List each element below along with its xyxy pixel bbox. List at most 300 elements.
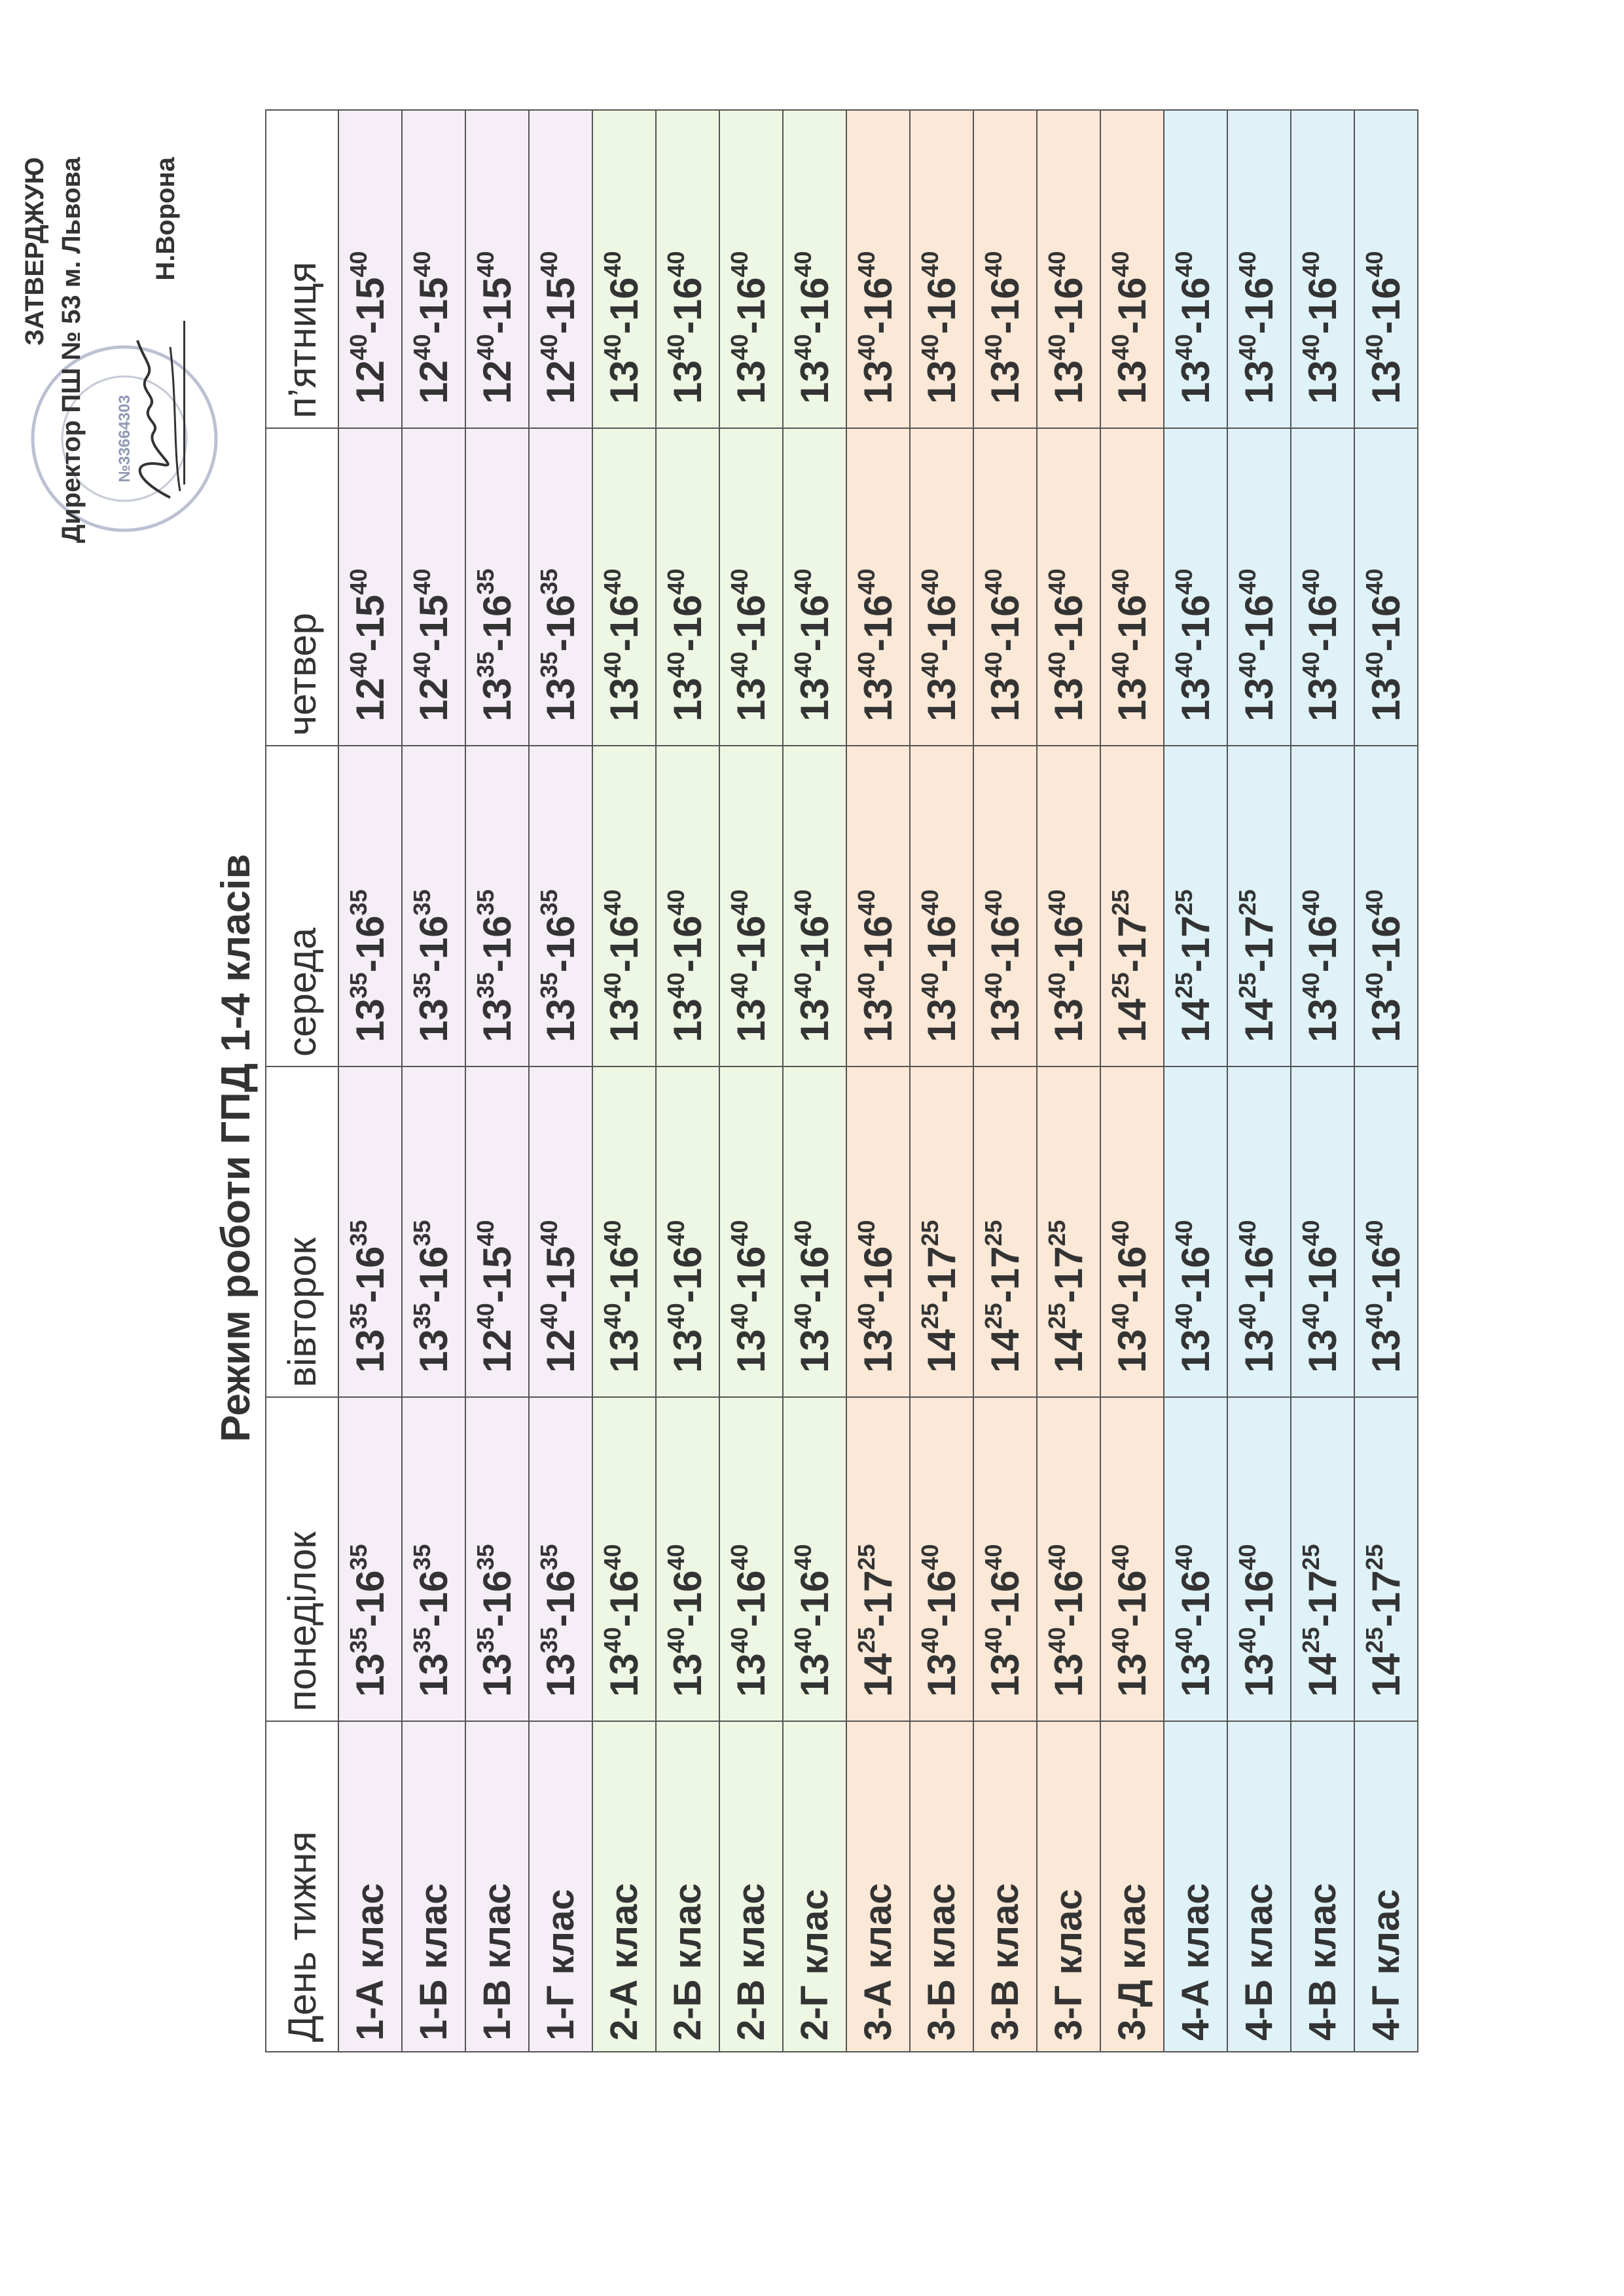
approval-signatory: Н.Ворона [151,157,180,281]
start-hour: 13 [1364,998,1408,1042]
table-row [402,110,465,2052]
start-hour: 13 [1174,678,1218,721]
end-hour: 16 [348,1570,392,1614]
end-hour: 16 [729,594,773,639]
start-minute: 35 [472,1627,499,1654]
time-cell: $13^{40}-16^{40}$ [592,746,656,1066]
table-row [1037,110,1100,2052]
start-minute: 40 [1234,334,1261,361]
start-minute: 40 [1234,651,1261,678]
end-hour: 16 [1047,277,1091,321]
time-cell: $12^{40}-15^{40}$ [465,1066,529,1397]
start-minute: 40 [1107,651,1134,678]
end-minute: 40 [662,889,689,916]
end-hour: 16 [666,1570,710,1614]
schedule-body [338,110,1418,2052]
time-cell: $13^{40}-16^{40}$ [1164,110,1227,428]
start-hour: 13 [1047,1653,1091,1697]
end-hour: 16 [602,1246,646,1290]
end-hour: 16 [983,594,1027,639]
start-minute: 40 [1043,651,1070,678]
start-hour: 13 [793,1653,837,1697]
time-cell: $13^{35}-16^{35}$ [338,746,402,1066]
start-hour: 14 [1174,998,1218,1042]
end-hour: 16 [920,277,964,321]
end-hour: 16 [729,277,773,321]
start-minute: 25 [1107,972,1134,999]
end-hour: 16 [666,1246,710,1290]
end-minute: 40 [789,1544,816,1571]
end-minute: 40 [853,251,880,278]
start-hour: 13 [983,998,1027,1042]
end-hour: 16 [602,277,646,321]
table-row [973,110,1037,2052]
start-hour: 13 [1174,360,1218,404]
end-hour: 16 [920,915,964,960]
end-hour: 16 [729,1570,773,1614]
start-hour: 13 [1047,998,1091,1042]
class-name-cell: 1-В клас [465,1721,529,2052]
end-hour: 16 [856,915,900,960]
start-minute: 40 [1361,972,1388,999]
class-name-cell: 2-Г клас [783,1721,846,2052]
time-cell: $14^{25}-17^{25}$ [910,1066,973,1397]
start-minute: 40 [980,651,1007,678]
start-hour: 14 [856,1653,900,1697]
time-cell: $13^{40}-16^{40}$ [846,110,910,428]
time-cell: $13^{40}-16^{40}$ [1227,1066,1291,1397]
time-cell: $13^{40}-16^{40}$ [1354,1066,1418,1397]
end-minute: 40 [726,251,753,278]
end-hour: 16 [1174,277,1218,321]
start-minute: 40 [726,1627,753,1654]
end-minute: 35 [535,1544,562,1571]
time-cell: $13^{40}-16^{40}$ [656,110,719,428]
start-minute: 40 [980,972,1007,999]
time-cell: $13^{40}-16^{40}$ [1037,428,1100,746]
end-hour: 16 [1110,277,1154,321]
end-minute: 40 [1107,568,1134,595]
start-minute: 35 [472,972,499,999]
time-cell: $14^{25}-17^{25}$ [846,1397,910,1721]
time-cell: $14^{25}-17^{25}$ [1100,746,1164,1066]
start-hour: 13 [856,1329,900,1373]
start-minute: 25 [1043,1303,1070,1330]
end-minute: 25 [980,1220,1007,1247]
time-cell: $13^{40}-16^{40}$ [656,428,719,746]
time-cell: $13^{40}-16^{40}$ [1100,1397,1164,1721]
end-hour: 16 [539,594,583,639]
start-minute: 35 [535,651,562,678]
end-minute: 40 [662,568,689,595]
time-cell: $13^{35}-16^{35}$ [402,1397,465,1721]
time-cell: $13^{40}-16^{40}$ [719,428,783,746]
time-cell: $14^{25}-17^{25}$ [1037,1066,1100,1397]
start-minute: 40 [916,1627,943,1654]
start-minute: 40 [1043,1627,1070,1654]
table-row [846,110,910,2052]
end-minute: 40 [916,251,943,278]
end-minute: 40 [662,1220,689,1247]
time-cell: $14^{25}-17^{25}$ [1354,1397,1418,1721]
time-cell: $13^{40}-16^{40}$ [1291,428,1354,746]
end-hour: 16 [729,1246,773,1290]
time-cell: $14^{25}-17^{25}$ [1164,746,1227,1066]
end-minute: 40 [472,251,499,278]
time-cell: $13^{40}-16^{40}$ [846,428,910,746]
end-minute: 40 [1361,1220,1388,1247]
end-hour: 16 [983,277,1027,321]
end-hour: 15 [539,1246,583,1290]
start-minute: 40 [726,334,753,361]
end-hour: 16 [475,594,519,639]
start-hour: 13 [1110,678,1154,721]
time-cell: $13^{40}-16^{40}$ [1100,428,1164,746]
end-minute: 40 [1043,889,1070,916]
end-hour: 16 [1110,1246,1154,1290]
start-minute: 40 [853,1303,880,1330]
time-cell: $12^{40}-15^{40}$ [465,110,529,428]
start-minute: 40 [789,1303,816,1330]
end-minute: 40 [1043,1544,1070,1571]
end-minute: 40 [599,889,626,916]
start-minute: 35 [345,1627,372,1654]
end-minute: 40 [980,889,1007,916]
time-cell: $13^{35}-16^{35}$ [465,1397,529,1721]
page-title: Режим роботи ГПД 1-4 класів [213,854,259,1442]
end-minute: 40 [726,1544,753,1571]
time-cell: $13^{40}-16^{40}$ [910,110,973,428]
end-hour: 16 [412,1246,456,1290]
start-minute: 40 [726,972,753,999]
class-name-cell: 4-В клас [1291,1721,1354,2052]
signature [118,334,190,504]
time-cell: $13^{40}-16^{40}$ [592,428,656,746]
start-hour: 13 [793,678,837,721]
end-minute: 40 [1234,1220,1261,1247]
end-minute: 40 [726,568,753,595]
end-minute: 40 [853,568,880,595]
start-minute: 40 [789,334,816,361]
start-hour: 12 [539,1329,583,1373]
start-hour: 13 [666,360,710,404]
end-minute: 40 [535,1220,562,1247]
start-hour: 13 [1301,1329,1344,1373]
end-minute: 40 [980,1544,1007,1571]
end-minute: 40 [1297,1220,1324,1247]
end-minute: 40 [662,1544,689,1571]
class-name-cell: 1-Г клас [529,1721,592,2052]
start-hour: 13 [602,678,646,721]
table-row [529,110,592,2052]
start-minute: 40 [1297,972,1324,999]
time-cell: $13^{40}-16^{40}$ [973,428,1037,746]
start-hour: 13 [602,360,646,404]
class-name-cell: 4-Г клас [1354,1721,1418,2052]
start-hour: 14 [1364,1653,1408,1697]
end-hour: 16 [1301,594,1344,639]
end-hour: 16 [856,1246,900,1290]
start-hour: 13 [1237,1329,1281,1373]
table-row [1164,110,1227,2052]
end-hour: 17 [920,1246,964,1290]
end-hour: 16 [856,277,900,321]
start-hour: 13 [920,998,964,1042]
start-minute: 40 [1361,651,1388,678]
start-minute: 40 [1043,972,1070,999]
time-cell: $13^{40}-16^{40}$ [783,746,846,1066]
end-minute: 40 [345,568,372,595]
start-hour: 13 [793,1329,837,1373]
start-minute: 40 [1170,334,1197,361]
time-cell: $13^{40}-16^{40}$ [656,746,719,1066]
start-minute: 40 [726,651,753,678]
end-hour: 16 [729,915,773,960]
end-minute: 40 [662,251,689,278]
end-minute: 25 [1043,1220,1070,1247]
start-minute: 35 [345,1303,372,1330]
end-hour: 16 [983,915,1027,960]
end-hour: 16 [348,915,392,960]
start-hour: 14 [1047,1329,1091,1373]
table-row [592,110,656,2052]
header-row [266,110,338,2052]
time-cell: $13^{40}-16^{40}$ [1164,428,1227,746]
start-hour: 13 [1364,360,1408,404]
end-minute: 40 [1361,889,1388,916]
end-minute: 40 [1170,251,1197,278]
end-minute: 35 [472,568,499,595]
end-minute: 40 [472,1220,499,1247]
end-hour: 16 [412,1570,456,1614]
end-minute: 40 [1170,1544,1197,1571]
start-minute: 40 [599,334,626,361]
start-hour: 12 [475,1329,519,1373]
end-hour: 16 [1110,1570,1154,1614]
end-minute: 40 [345,251,372,278]
class-name-cell: 1-А клас [338,1721,402,2052]
end-minute: 25 [853,1544,880,1571]
end-minute: 40 [1297,568,1324,595]
end-hour: 16 [666,594,710,639]
start-minute: 40 [1107,334,1134,361]
start-hour: 13 [602,998,646,1042]
start-minute: 35 [345,972,372,999]
approval-line-1: ЗАТВЕРДЖУЮ [20,157,49,346]
time-cell: $13^{40}-16^{40}$ [1100,1066,1164,1397]
start-hour: 13 [602,1653,646,1697]
end-minute: 25 [1297,1544,1324,1571]
time-cell: $13^{40}-16^{40}$ [1164,1066,1227,1397]
start-hour: 13 [729,1653,773,1697]
end-hour: 16 [1364,277,1408,321]
start-minute: 40 [662,1627,689,1654]
time-cell: $13^{35}-16^{35}$ [338,1397,402,1721]
start-hour: 13 [920,360,964,404]
start-minute: 40 [1043,334,1070,361]
class-name-cell: 3-А клас [846,1721,910,2052]
time-cell: $13^{40}-16^{40}$ [656,1397,719,1721]
start-hour: 12 [475,360,519,404]
start-hour: 13 [666,1329,710,1373]
start-minute: 40 [789,972,816,999]
start-hour: 13 [475,998,519,1042]
start-minute: 25 [1234,972,1261,999]
time-cell: $13^{35}-16^{35}$ [529,428,592,746]
end-minute: 40 [535,251,562,278]
start-hour: 12 [412,360,456,404]
start-minute: 35 [408,1627,435,1654]
end-hour: 16 [666,277,710,321]
end-minute: 40 [1361,568,1388,595]
time-cell: $13^{40}-16^{40}$ [1037,110,1100,428]
end-hour: 15 [348,594,392,639]
end-minute: 40 [1234,568,1261,595]
end-hour: 16 [602,1570,646,1614]
start-minute: 40 [662,1303,689,1330]
start-hour: 13 [539,1653,583,1697]
end-hour: 16 [602,594,646,639]
time-cell: $13^{35}-16^{35}$ [402,1066,465,1397]
end-hour: 16 [1301,915,1344,960]
start-hour: 13 [729,360,773,404]
end-hour: 17 [856,1570,900,1614]
start-minute: 40 [980,1627,1007,1654]
end-hour: 16 [920,594,964,639]
end-minute: 35 [408,1544,435,1571]
start-hour: 13 [1301,678,1344,721]
end-hour: 16 [475,1570,519,1614]
end-hour: 16 [793,915,837,960]
table-row [1100,110,1164,2052]
end-hour: 16 [856,594,900,639]
start-hour: 13 [856,678,900,721]
end-minute: 40 [916,568,943,595]
time-cell: $13^{40}-16^{40}$ [783,428,846,746]
table-row [656,110,719,2052]
start-minute: 25 [980,1303,1007,1330]
start-hour: 13 [1110,1329,1154,1373]
end-hour: 16 [920,1570,964,1614]
end-minute: 40 [1297,251,1324,278]
end-minute: 35 [408,1220,435,1247]
start-minute: 35 [535,1627,562,1654]
start-minute: 40 [726,1303,753,1330]
end-hour: 16 [539,915,583,960]
time-cell: $13^{40}-16^{40}$ [1164,1397,1227,1721]
time-cell: $13^{40}-16^{40}$ [910,1397,973,1721]
end-hour: 17 [1364,1570,1408,1614]
end-minute: 35 [345,1220,372,1247]
time-cell: $12^{40}-15^{40}$ [402,110,465,428]
end-minute: 40 [789,568,816,595]
end-hour: 16 [1237,1246,1281,1290]
start-hour: 14 [1110,998,1154,1042]
end-minute: 25 [1170,889,1197,916]
end-minute: 40 [1361,251,1388,278]
time-cell: $14^{25}-17^{25}$ [1227,746,1291,1066]
start-hour: 13 [983,1653,1027,1697]
start-hour: 13 [793,998,837,1042]
start-hour: 13 [666,678,710,721]
time-cell: $13^{40}-16^{40}$ [719,1066,783,1397]
table-row [1227,110,1291,2052]
time-cell: $13^{40}-16^{40}$ [592,110,656,428]
end-hour: 16 [412,915,456,960]
end-minute: 40 [599,251,626,278]
end-minute: 35 [408,889,435,916]
end-hour: 17 [1174,915,1218,960]
start-hour: 13 [412,1329,456,1373]
start-hour: 13 [475,1653,519,1697]
start-minute: 25 [853,1627,880,1654]
end-minute: 40 [599,1220,626,1247]
start-minute: 35 [408,972,435,999]
table-row [783,110,846,2052]
time-cell: $13^{40}-16^{40}$ [1227,110,1291,428]
start-minute: 40 [789,1627,816,1654]
end-hour: 16 [1364,594,1408,639]
start-hour: 13 [1237,678,1281,721]
start-hour: 14 [1237,998,1281,1042]
start-hour: 12 [348,360,392,404]
start-hour: 13 [475,678,519,721]
class-name-cell: 3-Д клас [1100,1721,1164,2052]
start-hour: 13 [1237,360,1281,404]
start-hour: 13 [1301,998,1344,1042]
table-row [719,110,783,2052]
start-hour: 13 [539,998,583,1042]
time-cell: $13^{35}-16^{35}$ [465,746,529,1066]
start-minute: 40 [345,651,372,678]
time-cell: $12^{40}-15^{40}$ [529,1066,592,1397]
time-cell: $13^{35}-16^{35}$ [402,746,465,1066]
start-minute: 25 [916,1303,943,1330]
end-hour: 16 [793,1246,837,1290]
end-minute: 40 [599,1544,626,1571]
start-minute: 40 [662,972,689,999]
table-row [465,110,529,2052]
header-day-label: День тижня [266,1721,338,2052]
start-minute: 40 [662,334,689,361]
end-minute: 35 [345,889,372,916]
end-minute: 40 [789,889,816,916]
end-hour: 17 [1237,915,1281,960]
time-cell: $12^{40}-15^{40}$ [529,110,592,428]
end-minute: 40 [408,251,435,278]
time-cell: $13^{40}-16^{40}$ [1100,110,1164,428]
end-hour: 15 [475,277,519,321]
end-hour: 16 [1110,594,1154,639]
time-cell: $14^{25}-17^{25}$ [973,1066,1037,1397]
start-minute: 40 [408,651,435,678]
end-minute: 25 [916,1220,943,1247]
start-hour: 13 [666,998,710,1042]
time-cell: $14^{25}-17^{25}$ [1291,1397,1354,1721]
end-hour: 16 [1047,915,1091,960]
time-cell: $13^{40}-16^{40}$ [973,110,1037,428]
time-cell: $13^{40}-16^{40}$ [910,428,973,746]
start-minute: 35 [535,972,562,999]
time-cell: $13^{40}-16^{40}$ [1037,746,1100,1066]
end-minute: 35 [535,889,562,916]
start-hour: 13 [1364,1329,1408,1373]
time-cell: $13^{35}-16^{35}$ [465,428,529,746]
end-minute: 40 [980,568,1007,595]
time-cell: $13^{40}-16^{40}$ [719,746,783,1066]
time-cell: $13^{40}-16^{40}$ [910,746,973,1066]
time-cell: $12^{40}-15^{40}$ [338,428,402,746]
